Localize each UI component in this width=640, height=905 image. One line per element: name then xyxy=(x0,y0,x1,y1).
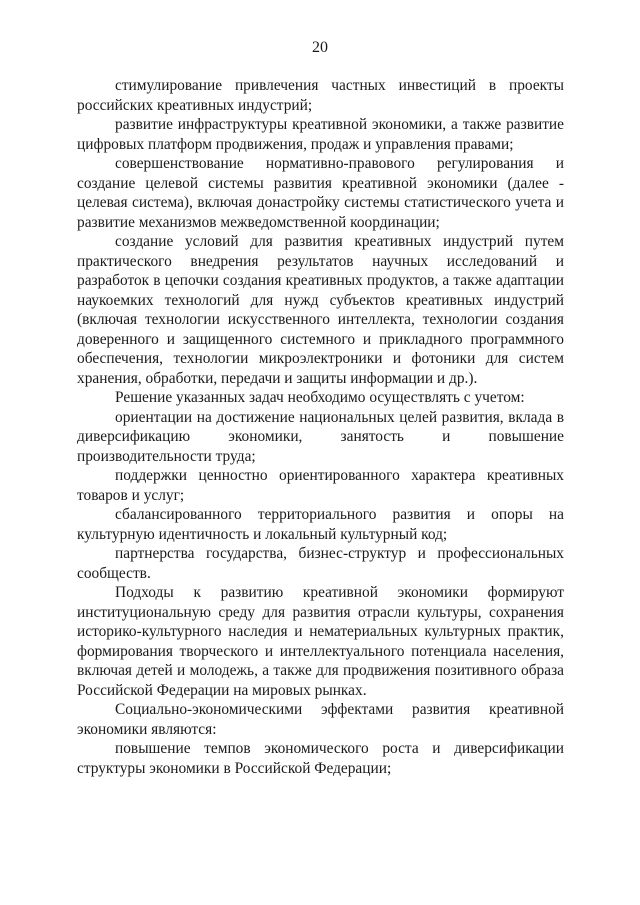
paragraph: развитие инфраструктуры креативной экономики, а также развитие цифровых платформ продвижения, продаж и управления правами; xyxy=(77,116,564,153)
paragraph: партнерства государства, бизнес-структур и профессиональных сообществ. xyxy=(77,545,564,582)
paragraph: стимулирование привлечения частных инвестиций в проекты российских креативных индустрий; xyxy=(77,77,564,114)
page-number: 20 xyxy=(312,39,328,56)
paragraph: совершенствование нормативно-правового регулирования и создание целевой системы развития креативной экономики (далее - целевая система), включая донастройку системы статистического учета и развитие механизмов межведомственной координации; xyxy=(77,155,564,231)
paragraph: Подходы к развитию креативной экономики формируют институциональную среду для развития отрасли культуры, сохранения историко-культурного наследия и нематериальных культурных практик, формирования творческого и интеллектуального потенциала населения, включая детей и молодежь, а также для продвижения позитивного образа Российской Федерации на мировых рынках. xyxy=(77,584,564,699)
paragraph: Социально-экономическими эффектами развития креативной экономики являются: xyxy=(77,701,564,738)
paragraph: сбалансированного территориального развития и опоры на культурную идентичность и локальный культурный код; xyxy=(77,506,564,543)
document-body xyxy=(77,76,564,778)
paragraph: повышение темпов экономического роста и диверсификации структуры экономики в Российской Федерации; xyxy=(77,740,564,777)
paragraph: создание условий для развития креативных индустрий путем практического внедрения результатов научных исследований и разработок в цепочки создания креативных продуктов, а также адаптации наукоемких технологий для нужд субъектов креативных индустрий (включая технологии искусственного интеллекта, технологии создания доверенного и защищенного системного и прикладного программного обеспечения, технологии микроэлектроники и фотоники для систем хранения, обработки, передачи и защиты информации и др.). xyxy=(77,233,564,387)
paragraph: поддержки ценностно ориентированного характера креативных товаров и услуг; xyxy=(77,467,564,504)
paragraph: ориентации на достижение национальных целей развития, вклада в диверсификацию экономики, занятость и повышение производительности труда; xyxy=(77,408,564,465)
paragraph: Решение указанных задач необходимо осуществлять с учетом: xyxy=(115,389,525,406)
